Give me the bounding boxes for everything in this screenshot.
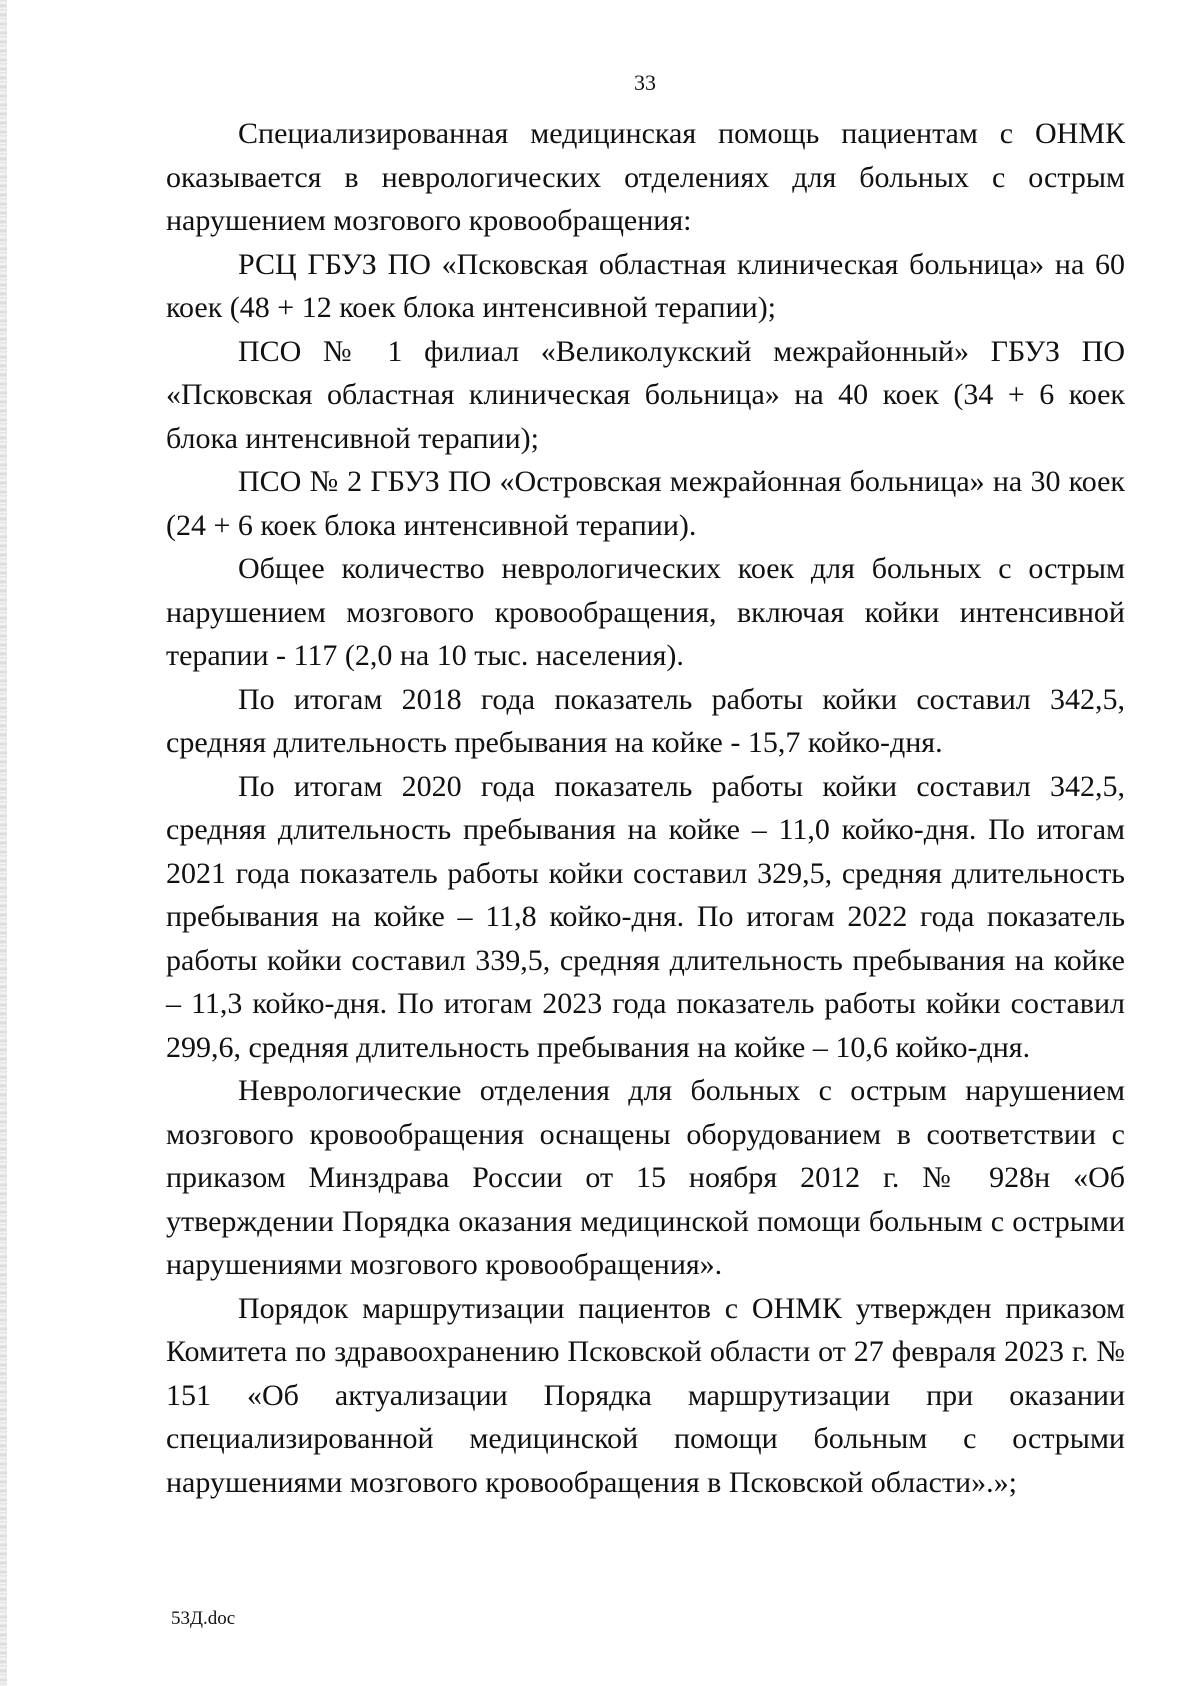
paragraph-pso-1: ПСО № 1 филиал «Великолукский межрайонный» ГБУЗ ПО «Псковская областная клиническая больница» на 40 коек (34 + 6 коек блока интенсивной терапии); [166, 334, 1125, 455]
paragraph-pso-2: ПСО № 2 ГБУЗ ПО «Островская межрайонная больница» на 30 коек (24 + 6 коек блока интенсивной терапии). [166, 465, 1125, 542]
paragraph-equipment: Неврологические отделения для больных с острым нарушением мозгового кровообращения оснащены оборудованием в соответствии с приказом Минздрава России от 15 ноября 2012 г. № 928н «Об утверждении Порядка оказания медицинской помощи больным с острыми нарушениями мозгового кровообращения». [166, 1074, 1125, 1281]
scan-edge-artifact [0, 0, 7, 1686]
page-number: 33 [634, 70, 656, 95]
paragraph-rsc: РСЦ ГБУЗ ПО «Псковская областная клиническая больница» на 60 коек (48 + 12 коек блока интенсивной терапии); [166, 247, 1125, 324]
paragraph-routing-order: Порядок маршрутизации пациентов с ОНМК утвержден приказом Комитета по здравоохранению Псковской области от 27 февраля 2023 г. № 151 «Об актуализации Порядка маршрутизации при оказании специализированной медицинской помощи больным с острыми нарушениями мозгового кровообращения в Псковской области».»; [166, 1291, 1125, 1499]
document-filename-footer: 53Д.doc [171, 1608, 236, 1629]
paragraph-2020-2023-results: По итогам 2020 года показатель работы койки составил 342,5, средняя длительность пребывания на койке – 11,0 койко-дня. По итогам 2021 года показатель работы койки составил 329,5, средняя длительность пребывания на койке – 11,8 койко-дня. По итогам 2022 года показатель работы койки составил 339,5, средняя длительность пребывания на койке – 11,3 койко-дня. По итогам 2023 года показатель работы койки составил 299,6, средняя длительность пребывания на койке – 10,6 койко-дня. [166, 769, 1125, 1064]
paragraph-total-beds: Общее количество неврологических коек для больных с острым нарушением мозгового кровообращения, включая койки интенсивной терапии - 117 (2,0 на 10 тыс. населения). [166, 552, 1125, 672]
paragraph-specialized-care: Специализированная медицинская помощь пациентам с ОНМК оказывается в неврологических отделениях для больных с острым нарушением мозгового кровообращения: [166, 117, 1125, 237]
paragraph-2018-results: По итогам 2018 года показатель работы койки составил 342,5, средняя длительность пребывания на койке - 15,7 койко-дня. [166, 682, 1125, 759]
document-body [166, 112, 1125, 1504]
